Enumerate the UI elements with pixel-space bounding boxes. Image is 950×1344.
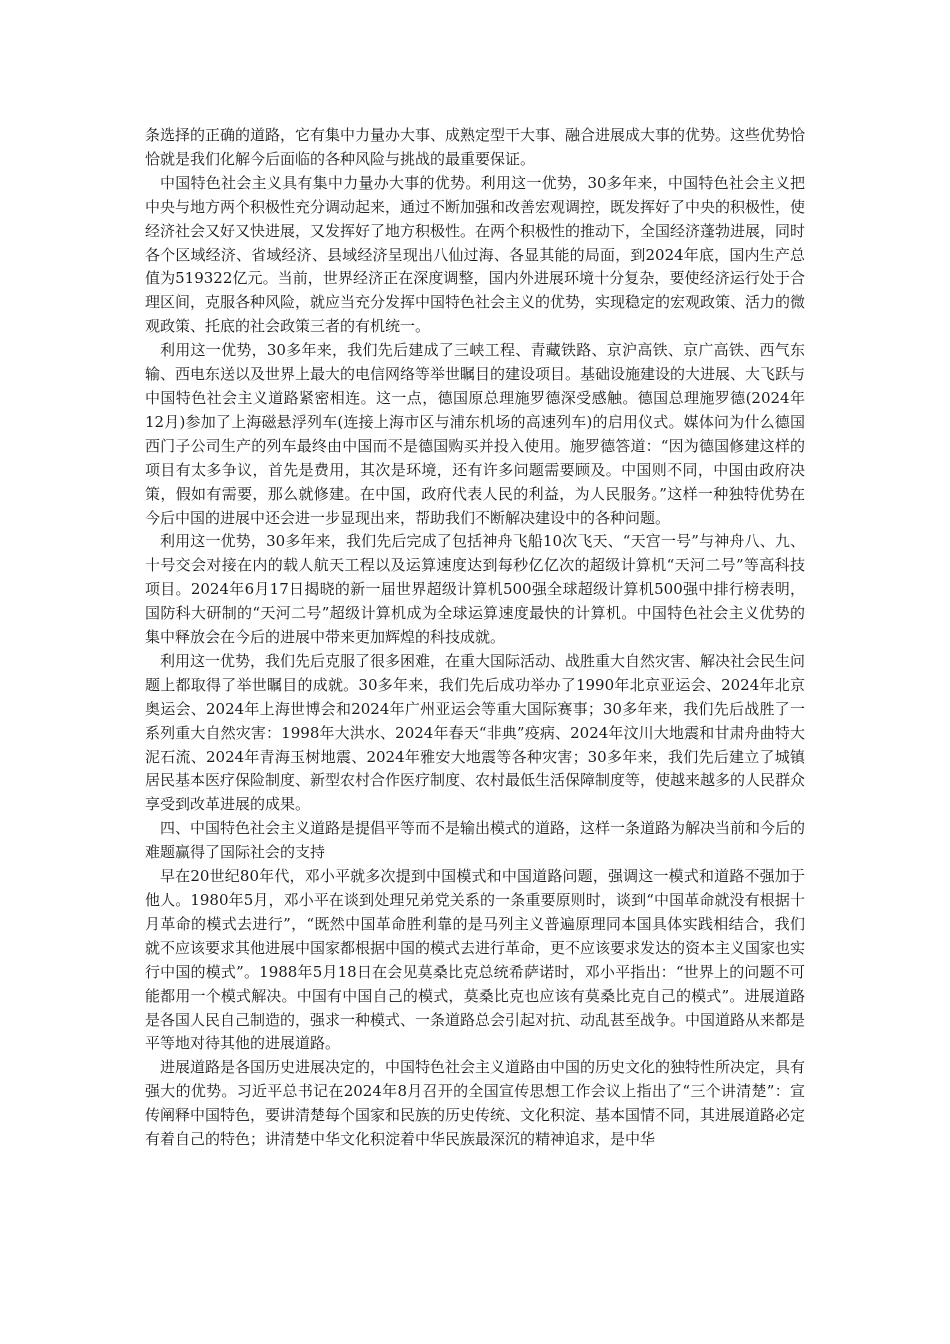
paragraph-6: 早在20世纪80年代，邓小平就多次提到中国模式和中国道路问题，强调这一模式和道路不强加于他人。1980年5月，邓小平在谈到处理兄弟党关系的一条重要原则时，谈到“中国革命就没有根据十月革命的模式去进行”，“既然中国革命胜利靠的是马列主义普遍原理同本国具体实践相结合，我们就不应该要求其他进展中国家都根据中国的模式去进行革命，更不应该要求发达的资本主义国家也实行中国的模式”。1988年5月18日在会见莫桑比克总统希萨诺时，邓小平指出：“世界上的问题不可能都用一个模式解决。中国有中国自己的模式，莫桑比克也应该有莫桑比克自己的模式”。进展道路是各国人民自己制造的，强求一种模式、一条道路总会引起对抗、动乱甚至战争。中国道路从来都是平等地对待其他的进展道路。: [145, 867, 806, 1053]
paragraph-1: 条选择的正确的道路，它有集中力量办大事、成熟定型干大事、融合进展成大事的优势。这些优势恰恰就是我们化解今后面临的各种风险与挑战的最重要保证。: [145, 126, 806, 168]
section-heading-4: 四、中国特色社会主义道路是提倡平等而不是输出模式的道路，这样一条道路为解决当前和今后的难题赢得了国际社会的支持: [145, 819, 806, 862]
paragraph-2: 中国特色社会主义具有集中力量办大事的优势。利用这一优势，30多年来，中国特色社会主义把中央与地方两个积极性充分调动起来，通过不断加强和改善宏观调控，既发挥好了中央的积极性，使经济社会又好又快进展，又发挥好了地方积极性。在两个积极性的推动下，全国经济蓬勃进展，同时各个区域经济、省域经济、县域经济呈现出八仙过海、各显其能的局面，到2024年底，国内生产总值为519322亿元。当前，世界经济正在深度调整，国内外进展环境十分复杂，要使经济运行处于合理区间，克服各种风险，就应当充分发挥中国特色社会主义的优势，实现稳定的宏观政策、活力的微观政策、托底的社会政策三者的有机统一。: [145, 173, 806, 336]
document-page: [145, 124, 805, 1152]
paragraph-3: 利用这一优势，30多年来，我们先后建成了三峡工程、青藏铁路、京沪高铁、京广高铁、西气东输、西电东送以及世界上最大的电信网络等举世瞩目的建设项目。基础设施建设的大进展、大飞跃与中国特色社会主义道路紧密相连。这一点，德国原总理施罗德深受感触。德国总理施罗德(2024年12月)参加了上海磁悬浮列车(连接上海市区与浦东机场的高速列车)的启用仪式。媒体问为什么德国西门子公司生产的列车最终由中国而不是德国购买并投入使用。施罗德答道：“因为德国修建这样的项目有太多争议，首先是费用，其次是环境，还有许多问题需要顾及。中国则不同，中国由政府决策，假如有需要，那么就修建。在中国，政府代表人民的利益，为人民服务。”这样一种独特优势在今后中国的进展中还会进一步显现出来，帮助我们不断解决建设中的各种问题。: [145, 341, 806, 527]
paragraph-5: 利用这一优势，我们先后克服了很多困难，在重大国际活动、战胜重大自然灾害、解决社会民生问题上都取得了举世瞩目的成就。30多年来，我们先后成功举办了1990年北京亚运会、2024年北京奥运会、2024年上海世博会和2024年广州亚运会等重大国际赛事；30多年来，我们先后战胜了一系列重大自然灾害：1998年大洪水、2024年春天“非典”疫病、2024年汶川大地震和甘肃舟曲特大泥石流、2024年青海玉树地震、2024年雅安大地震等各种灾害；30多年来，我们先后建立了城镇居民基本医疗保险制度、新型农村合作医疗制度、农村最低生活保障制度等，使越来越多的人民群众享受到改革进展的成果。: [145, 651, 806, 814]
paragraph-7: 进展道路是各国历史进展决定的，中国特色社会主义道路由中国的历史文化的独特性所决定，具有强大的优势。习近平总书记在2024年8月召开的全国宣传思想工作会议上指出了“三个讲清楚”：宣传阐释中国特色，要讲清楚每个国家和民族的历史传统、文化积淀、基本国情不同，其进展道路必定有着自己的特色；讲清楚中华文化积淀着中华民族最深沉的精神追求，是中华: [145, 1058, 806, 1149]
paragraph-4: 利用这一优势，30多年来，我们先后完成了包括神舟飞船10次飞天、“天宫一号”与神舟八、九、十号交会对接在内的载人航天工程以及运算速度达到每秒亿亿次的超级计算机“天河二号”等高科技项目。2024年6月17日揭晓的新一届世界超级计算机500强全球超级计算机500强中排行榜表明，国防科大研制的“天河二号”超级计算机成为全球运算速度最快的计算机。中国特色社会主义优势的集中释放会在今后的进展中带来更加辉煌的科技成就。: [145, 532, 805, 647]
